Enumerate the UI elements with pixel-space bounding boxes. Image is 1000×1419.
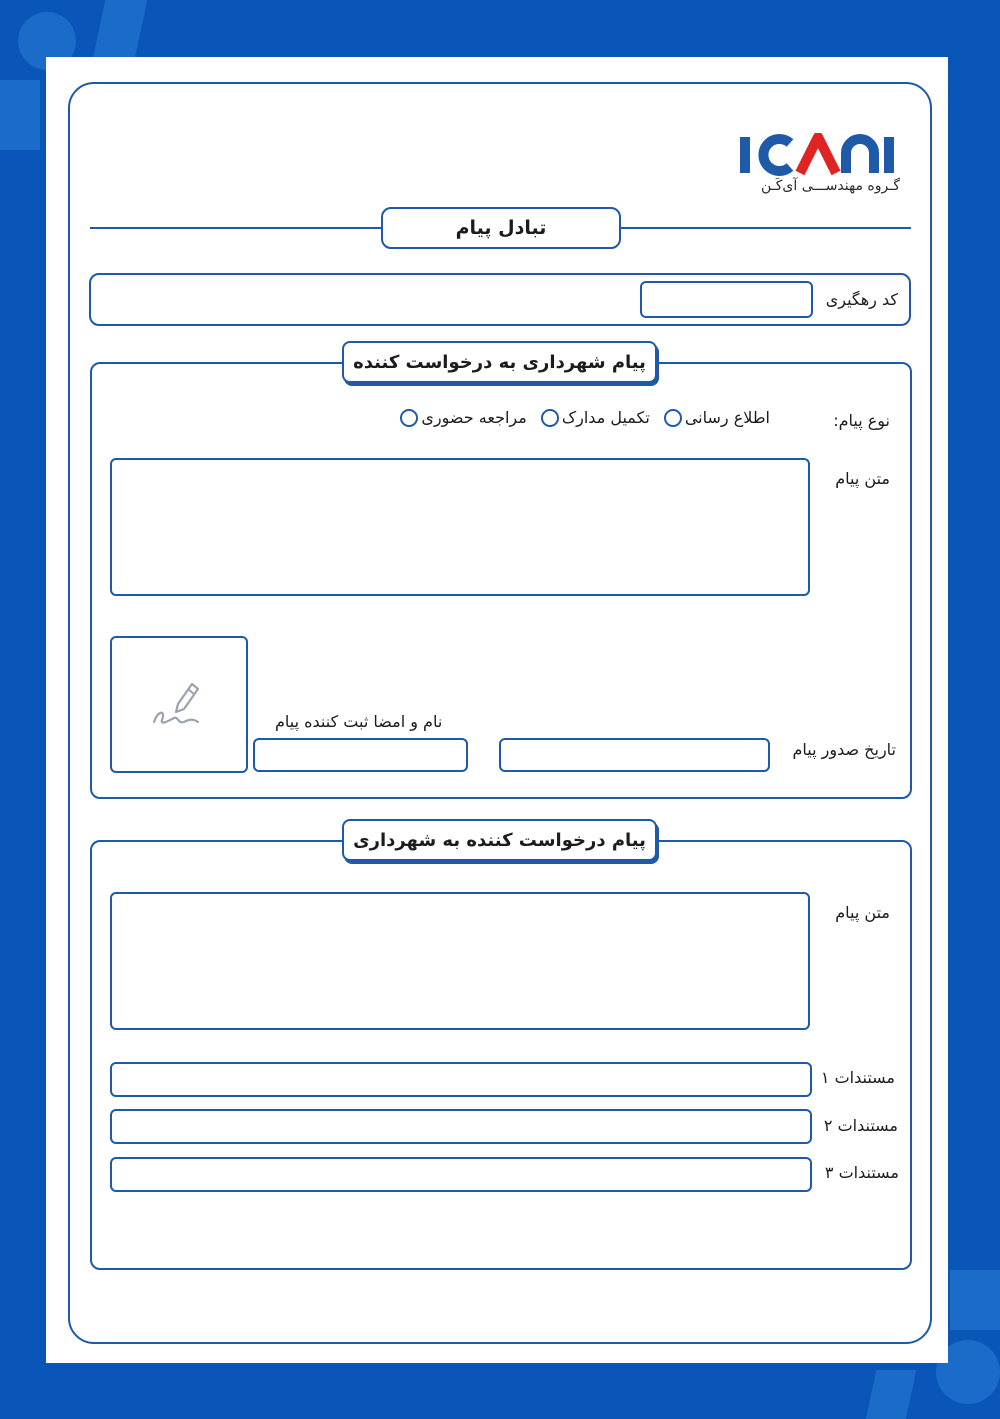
document-1-input[interactable]	[110, 1062, 812, 1097]
radio-button[interactable]	[541, 409, 559, 427]
municipality-message-textarea[interactable]	[110, 458, 810, 596]
radio-option-visit[interactable]	[400, 408, 526, 427]
applicant-message-textarea[interactable]	[110, 892, 810, 1030]
radio-option-label: تکمیل مدارک	[561, 408, 650, 427]
radio-option-inform[interactable]	[664, 408, 770, 427]
applicant-message-text-label: متن پیام	[835, 903, 890, 922]
document-3-input[interactable]	[110, 1157, 812, 1192]
signature-pen-icon	[148, 674, 208, 734]
message-text-label: متن پیام	[835, 469, 890, 488]
issue-date-label: تاریخ صدور پیام	[792, 740, 896, 759]
signer-name-label: نام و امضا ثبت کننده پیام	[275, 712, 443, 731]
signature-box[interactable]	[110, 636, 248, 773]
radio-button[interactable]	[400, 409, 418, 427]
form-title: تبادل پیام	[381, 207, 621, 249]
issue-date-input[interactable]	[499, 738, 770, 772]
ican-logo-mark	[738, 133, 900, 177]
background-bar	[0, 80, 40, 150]
document-3-label: مستندات ۳	[824, 1163, 899, 1182]
title-rule-left	[90, 227, 382, 229]
ican-logo	[738, 133, 900, 199]
message-type-label: نوع پیام:	[833, 411, 890, 430]
document-1-label: مستندات ۱	[820, 1068, 895, 1087]
applicant-section-title: پیام درخواست کننده به شهرداری	[342, 819, 657, 861]
radio-option-label: مراجعه حضوری	[421, 408, 527, 427]
document-2-label: مستندات ۲	[823, 1116, 898, 1135]
radio-option-complete-docs[interactable]	[541, 408, 650, 427]
background-bar	[950, 1270, 1000, 1330]
logo-subtitle: گـروه مهندســـی آی‌کَـن	[761, 178, 900, 194]
message-type-options	[400, 408, 770, 427]
tracking-code-label: کد رهگیری	[825, 290, 898, 309]
background-bar	[864, 1370, 917, 1419]
title-rule-right	[620, 227, 911, 229]
document-2-input[interactable]	[110, 1109, 812, 1144]
radio-button[interactable]	[664, 409, 682, 427]
municipality-section-title: پیام شهرداری به درخواست کننده	[342, 341, 657, 383]
radio-option-label: اطلاع رسانی	[684, 408, 770, 427]
signer-name-input[interactable]	[253, 738, 468, 772]
tracking-code-input[interactable]	[640, 281, 813, 318]
